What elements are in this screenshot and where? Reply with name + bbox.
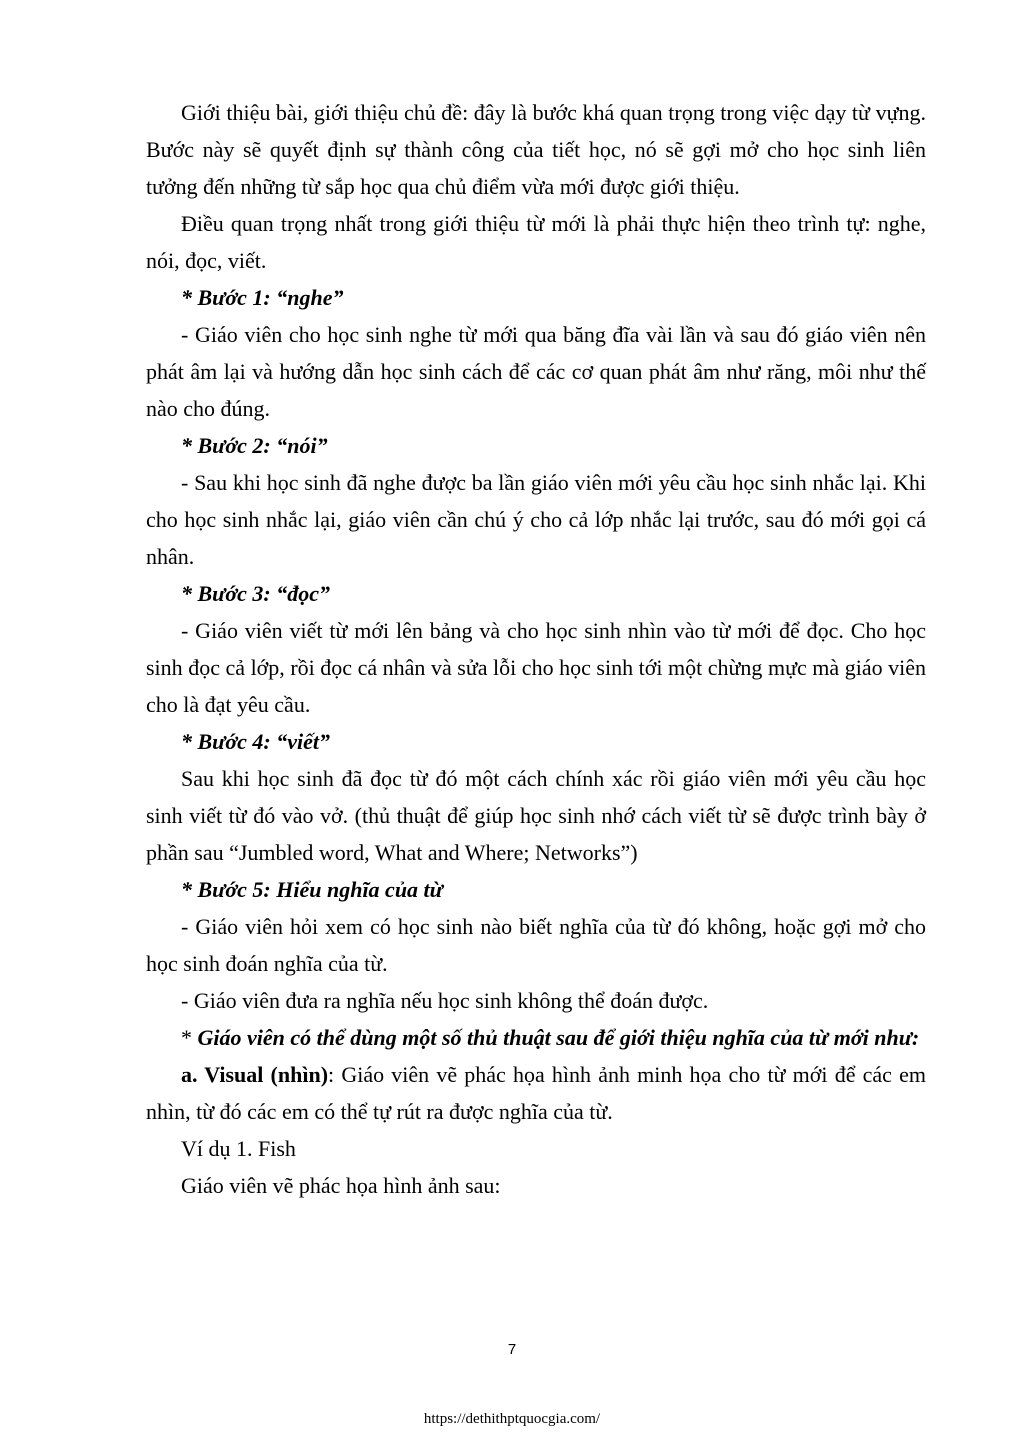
step-4-text: Sau khi học sinh đã đọc từ đó một cách chính xác rồi giáo viên mới yêu cầu học sinh viết từ đó vào vở. (thủ thuật để giúp học sinh nhớ cách viết từ sẽ được trình bày ở phần sau “Jumbled word, What and Where; Networks”)	[146, 766, 926, 865]
page-content	[146, 94, 926, 1204]
page-number: 7	[507, 1341, 517, 1358]
step-5-heading: * Bước 5: Hiểu nghĩa của từ	[181, 877, 443, 902]
step-5-text-1: - Giáo viên hỏi xem có học sinh nào biết nghĩa của từ đó không, hoặc gợi mở cho học sinh đoán nghĩa của từ.	[146, 914, 926, 976]
example-line: Ví dụ 1. Fish	[181, 1136, 296, 1161]
step-4-heading: * Bước 4: “viết”	[181, 729, 331, 754]
tips-star: *	[181, 1025, 198, 1050]
visual-label: a. Visual (nhìn)	[181, 1062, 329, 1087]
step-1-heading: * Bước 1: “nghe”	[181, 285, 344, 310]
step-1-text: - Giáo viên cho học sinh nghe từ mới qua băng đĩa vài lần và sau đó giáo viên nên phát âm lại và hướng dẫn học sinh cách để các cơ quan phát âm như răng, môi như thế nào cho đúng.	[146, 322, 926, 421]
tips-heading: Giáo viên có thể dùng một số thủ thuật sau để giới thiệu nghĩa của từ mới như:	[197, 1025, 920, 1050]
step-2-text: - Sau khi học sinh đã nghe được ba lần giáo viên mới yêu cầu học sinh nhắc lại. Khi cho học sinh nhắc lại, giáo viên cần chú ý cho cả lớp nhắc lại trước, sau đó mới gọi cá nhân.	[146, 470, 926, 569]
tips-paragraph	[146, 1019, 926, 1056]
intro-paragraph: Giới thiệu bài, giới thiệu chủ đề: đây là bước khá quan trọng trong việc dạy từ vựng. Bước này sẽ quyết định sự thành công của tiết học, nó sẽ gợi mở cho học sinh liên tưởng đến những từ sắp học qua chủ điểm vừa mới được giới thiệu.	[146, 100, 926, 199]
visual-paragraph	[146, 1056, 926, 1130]
sequence-paragraph: Điều quan trọng nhất trong giới thiệu từ mới là phải thực hiện theo trình tự: nghe, nói, đọc, viết.	[146, 211, 926, 273]
step-3-heading: * Bước 3: “đọc”	[181, 581, 331, 606]
example-instruction: Giáo viên vẽ phác họa hình ảnh sau:	[181, 1173, 501, 1198]
step-3-text: - Giáo viên viết từ mới lên bảng và cho học sinh nhìn vào từ mới để đọc. Cho học sinh đọc cả lớp, rồi đọc cá nhân và sửa lỗi cho học sinh tới một chừng mực mà giáo viên cho là đạt yêu cầu.	[146, 618, 926, 717]
step-2-heading: * Bước 2: “nói”	[181, 433, 328, 458]
visual-text: : Giáo viên vẽ phác họa hình ảnh minh họa cho từ mới để các em nhìn, từ đó các em có thể tự rút ra được nghĩa của từ.	[146, 1062, 926, 1124]
footer-url[interactable]: https://dethithptquocgia.com/	[423, 1411, 601, 1427]
step-5-text-2: - Giáo viên đưa ra nghĩa nếu học sinh không thể đoán được.	[181, 988, 709, 1013]
